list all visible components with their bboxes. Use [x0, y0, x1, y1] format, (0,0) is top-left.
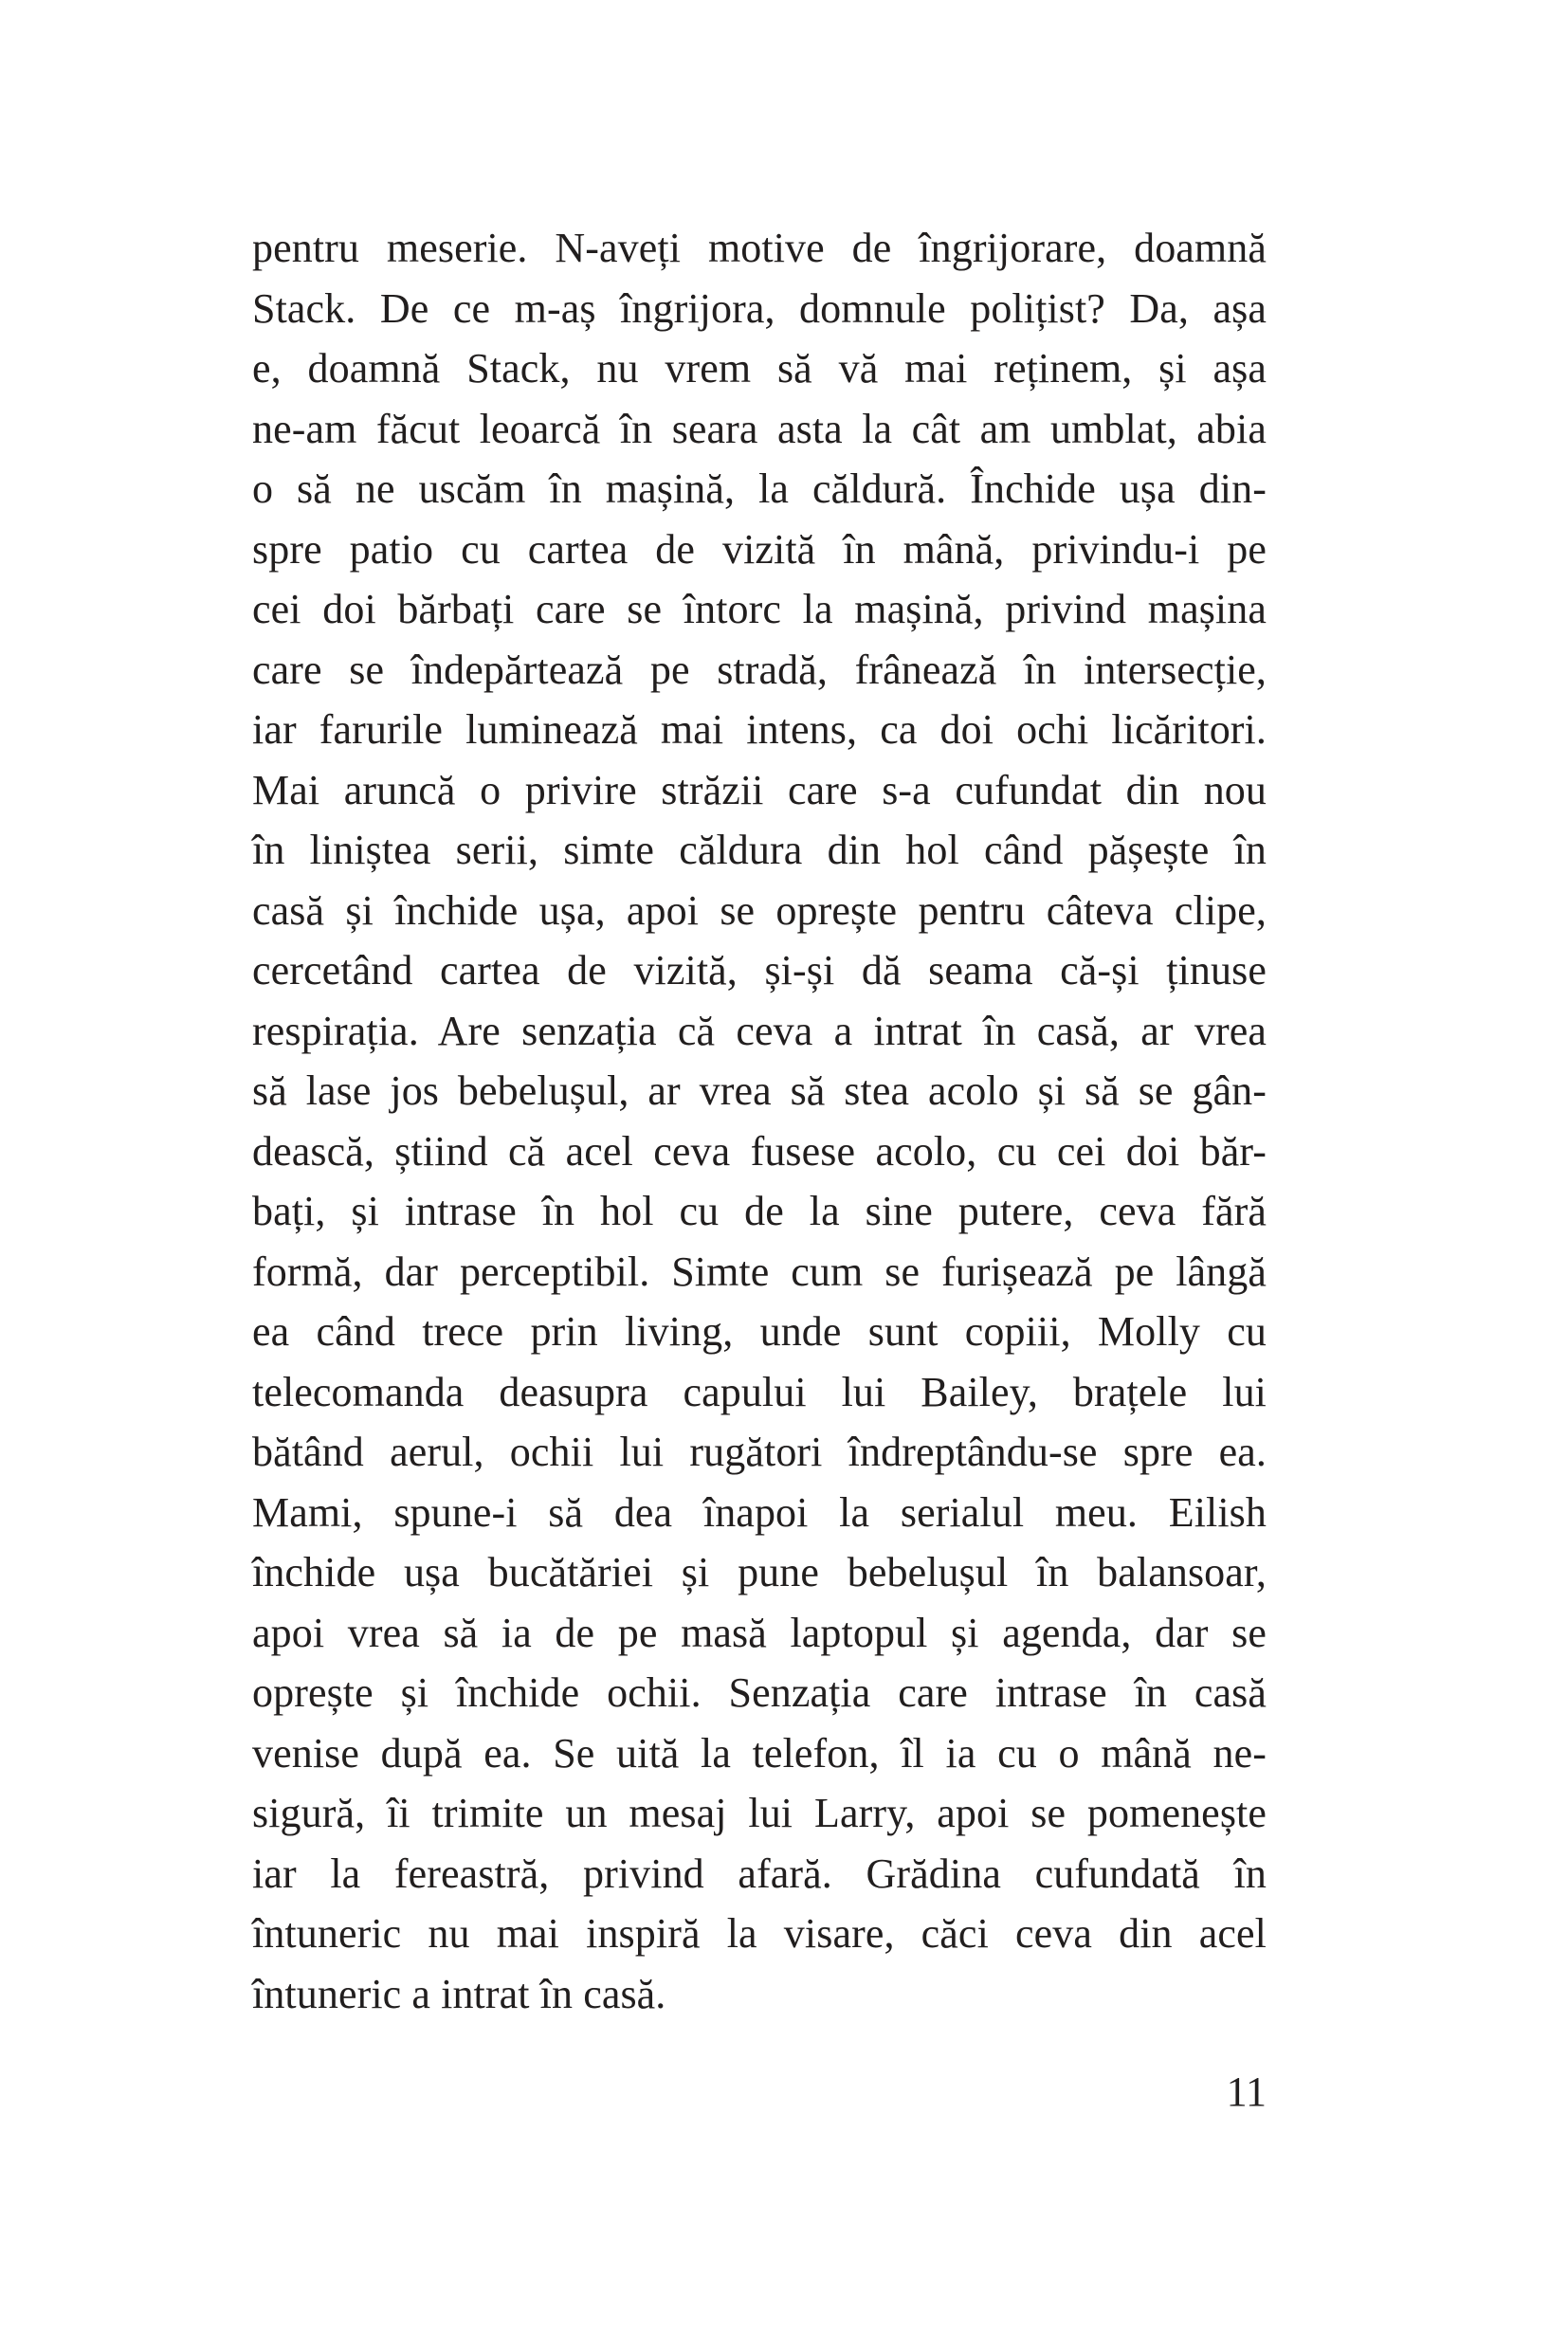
text-line: Mai aruncă o privire străzii care s-a cufundat din nou — [252, 766, 1267, 813]
text-line: dească, știind că acel ceva fusese acolo, cu cei doi băr- — [252, 1127, 1267, 1175]
text-line: ne-am făcut leoarcă în seara asta la cât am umblat, abia — [252, 405, 1267, 452]
text-line: cei doi bărbați care se întorc la mașină, privind mașina — [252, 586, 1267, 632]
text-line: sigură, îi trimite un mesaj lui Larry, apoi se pomenește — [252, 1790, 1267, 1836]
text-line: întuneric nu mai inspiră la visare, căci ceva din acel — [252, 1910, 1267, 1957]
text-line: să lase jos bebelușul, ar vrea să stea acolo și să se gân- — [252, 1067, 1267, 1114]
body-text-block — [252, 218, 1267, 2024]
text-line: oprește și închide ochii. Senzația care intrase în casă — [252, 1669, 1267, 1716]
text-line: ea când trece prin living, unde sunt copiii, Molly cu — [252, 1308, 1267, 1355]
text-line: casă și închide ușa, apoi se oprește pentru câteva clipe, — [252, 886, 1267, 934]
text-line: care se îndepărtează pe stradă, frânează în intersecție, — [252, 646, 1267, 693]
text-line: Mami, spune-i să dea înapoi la serialul meu. Eilish — [252, 1488, 1267, 1536]
text-line: în liniștea serii, simte căldura din hol când pășește în — [252, 827, 1267, 873]
text-line: telecomanda deasupra capului lui Bailey, brațele lui — [252, 1368, 1267, 1415]
text-line: iar farurile luminează mai intens, ca doi ochi licăritori. — [252, 706, 1267, 753]
text-line: bați, și intrase în hol cu de la sine putere, ceva fără — [252, 1188, 1267, 1234]
text-line: pentru meserie. N-aveți motive de îngrijorare, doamnă — [252, 225, 1267, 271]
text-line: e, doamnă Stack, nu vrem să vă mai reținem, și așa — [252, 345, 1267, 392]
text-line: spre patio cu cartea de vizită în mână, privindu-i pe — [252, 525, 1267, 573]
text-line: întuneric a intrat în casă. — [252, 1970, 666, 2017]
text-line: apoi vrea să ia de pe masă laptopul și agenda, dar se — [252, 1609, 1267, 1656]
text-line: Stack. De ce m-aș îngrijora, domnule polițist? Da, așa — [252, 284, 1267, 332]
page-number: 11 — [1226, 2069, 1267, 2115]
text-line: o să ne uscăm în mașină, la căldură. Închide ușa din- — [252, 465, 1267, 512]
text-line: cercetând cartea de vizită, și-și dă seama că-și ținuse — [252, 947, 1267, 993]
text-line: formă, dar perceptibil. Simte cum se furișează pe lângă — [252, 1248, 1267, 1295]
text-line: bătând aerul, ochii lui rugători îndreptându-se spre ea. — [252, 1429, 1267, 1475]
text-line: respirația. Are senzația că ceva a intrat în casă, ar vrea — [252, 1007, 1267, 1054]
text-line: iar la fereastră, privind afară. Grădina cufundată în — [252, 1850, 1267, 1897]
text-line: venise după ea. Se uită la telefon, îl ia cu o mână ne- — [252, 1729, 1267, 1777]
text-line: închide ușa bucătăriei și pune bebelușul în balansoar, — [252, 1549, 1267, 1595]
